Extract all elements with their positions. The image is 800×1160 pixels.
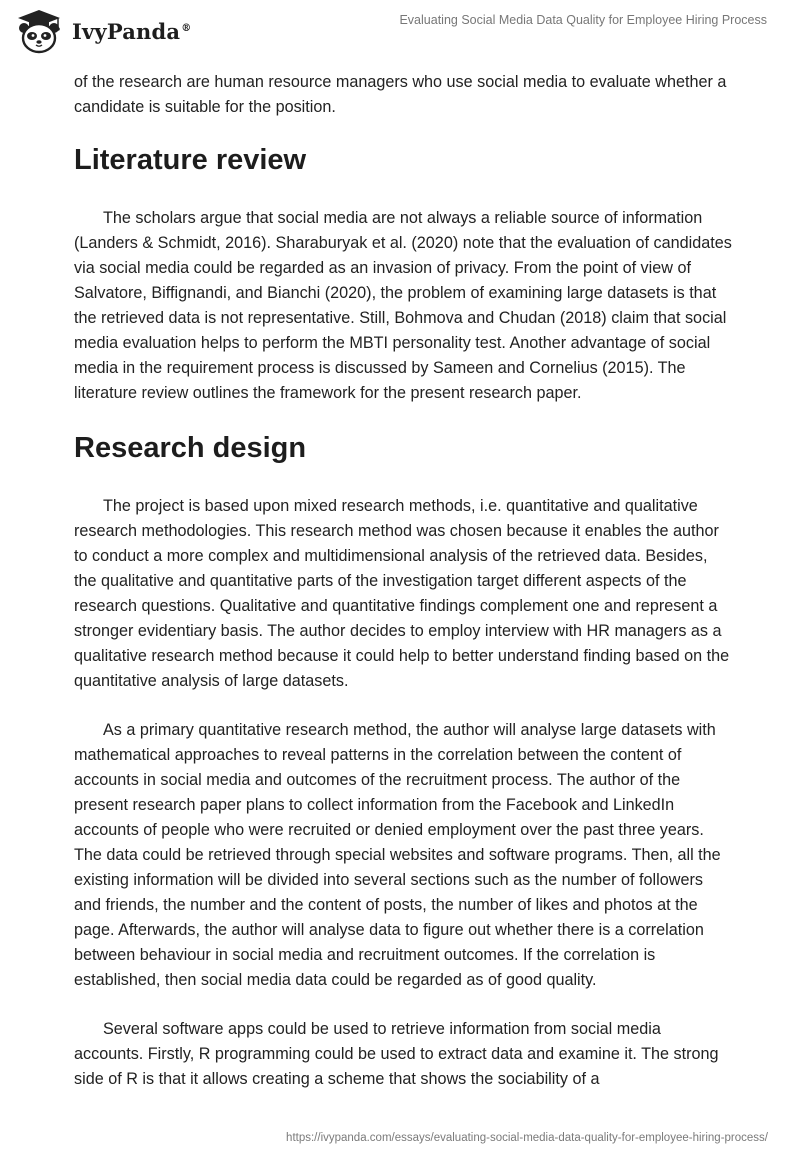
panda-graduate-icon	[14, 8, 64, 54]
research-design-paragraph-1: The project is based upon mixed research methods, i.e. quantitative and qualitative research methodologies. This research method was chosen because it enables the author to conduct a more complex and multidimensional analysis of the retrieved data. Besides, the qualitative and quantitative parts of the investigation target different aspects of the research questions. Qualitative and quantitative findings complement one and represent a stronger evidentiary basis. The author decides to employ interview with HR managers as a qualitative research method because it could help to better understand finding based on the quantitative analysis of large datasets.	[74, 497, 730, 690]
research-design-heading: Research design	[74, 432, 307, 464]
brand-name	[72, 19, 191, 44]
research-design-paragraph-3: Several software apps could be used to retrieve information from social media accounts. Firstly, R programming could be used to extract data and examine it. The strong side of R is that it allows creating a scheme that shows the sociability of a	[74, 1020, 719, 1088]
literature-review-paragraph: The scholars argue that social media are not always a reliable source of information (Landers & Schmidt, 2016). Sharaburyak et al. (2020) note that the evaluation of candidates via social media could be regarded as an invasion of privacy. From the point of view of Salvatore, Biffignandi, and Bianchi (2020), the problem of examining large datasets is that the retrieved data is not representative. Still, Bohmova and Chudan (2018) claim that social media evaluation helps to perform the MBTI personality test. Another advantage of social media in the requirement process is discussed by Sameen and Cornelius (2015). The literature review outlines the framework for the present research paper.	[74, 209, 732, 402]
brand-logo[interactable]	[14, 8, 191, 54]
literature-review-heading: Literature review	[74, 144, 307, 176]
brand-name-text: IvyPanda	[72, 18, 181, 44]
document-title: Evaluating Social Media Data Quality for Employee Hiring Process	[399, 13, 767, 27]
research-design-paragraph-2: As a primary quantitative research method, the author will analyse large datasets with mathematical approaches to reveal patterns in the correlation between the content of accounts in social media and outcomes of the recruitment process. The author of the present research paper plans to collect information from the Facebook and LinkedIn accounts of people who were recruited or denied employment over the past three years. The data could be retrieved through special websites and software programs. Then, all the existing information will be divided into several sections such as the number of followers and friends, the number and the content of posts, the number of likes and photos at the page. Afterwards, the author will analyse data to figure out whether there is a correlation between behaviour in social media and recruitment outcomes. If the correlation is established, then social media data could be regarded as of good quality.	[74, 721, 721, 989]
intro-fragment: of the research are human resource managers who use social media to evaluate whether a candidate is suitable for the position.	[74, 73, 727, 116]
essay-content	[74, 70, 734, 1116]
source-url-link[interactable]: https://ivypanda.com/essays/evaluating-social-media-data-quality-for-employee-hiring-process/	[286, 1132, 768, 1144]
registered-mark: ®	[181, 22, 192, 34]
page-header	[0, 0, 800, 62]
